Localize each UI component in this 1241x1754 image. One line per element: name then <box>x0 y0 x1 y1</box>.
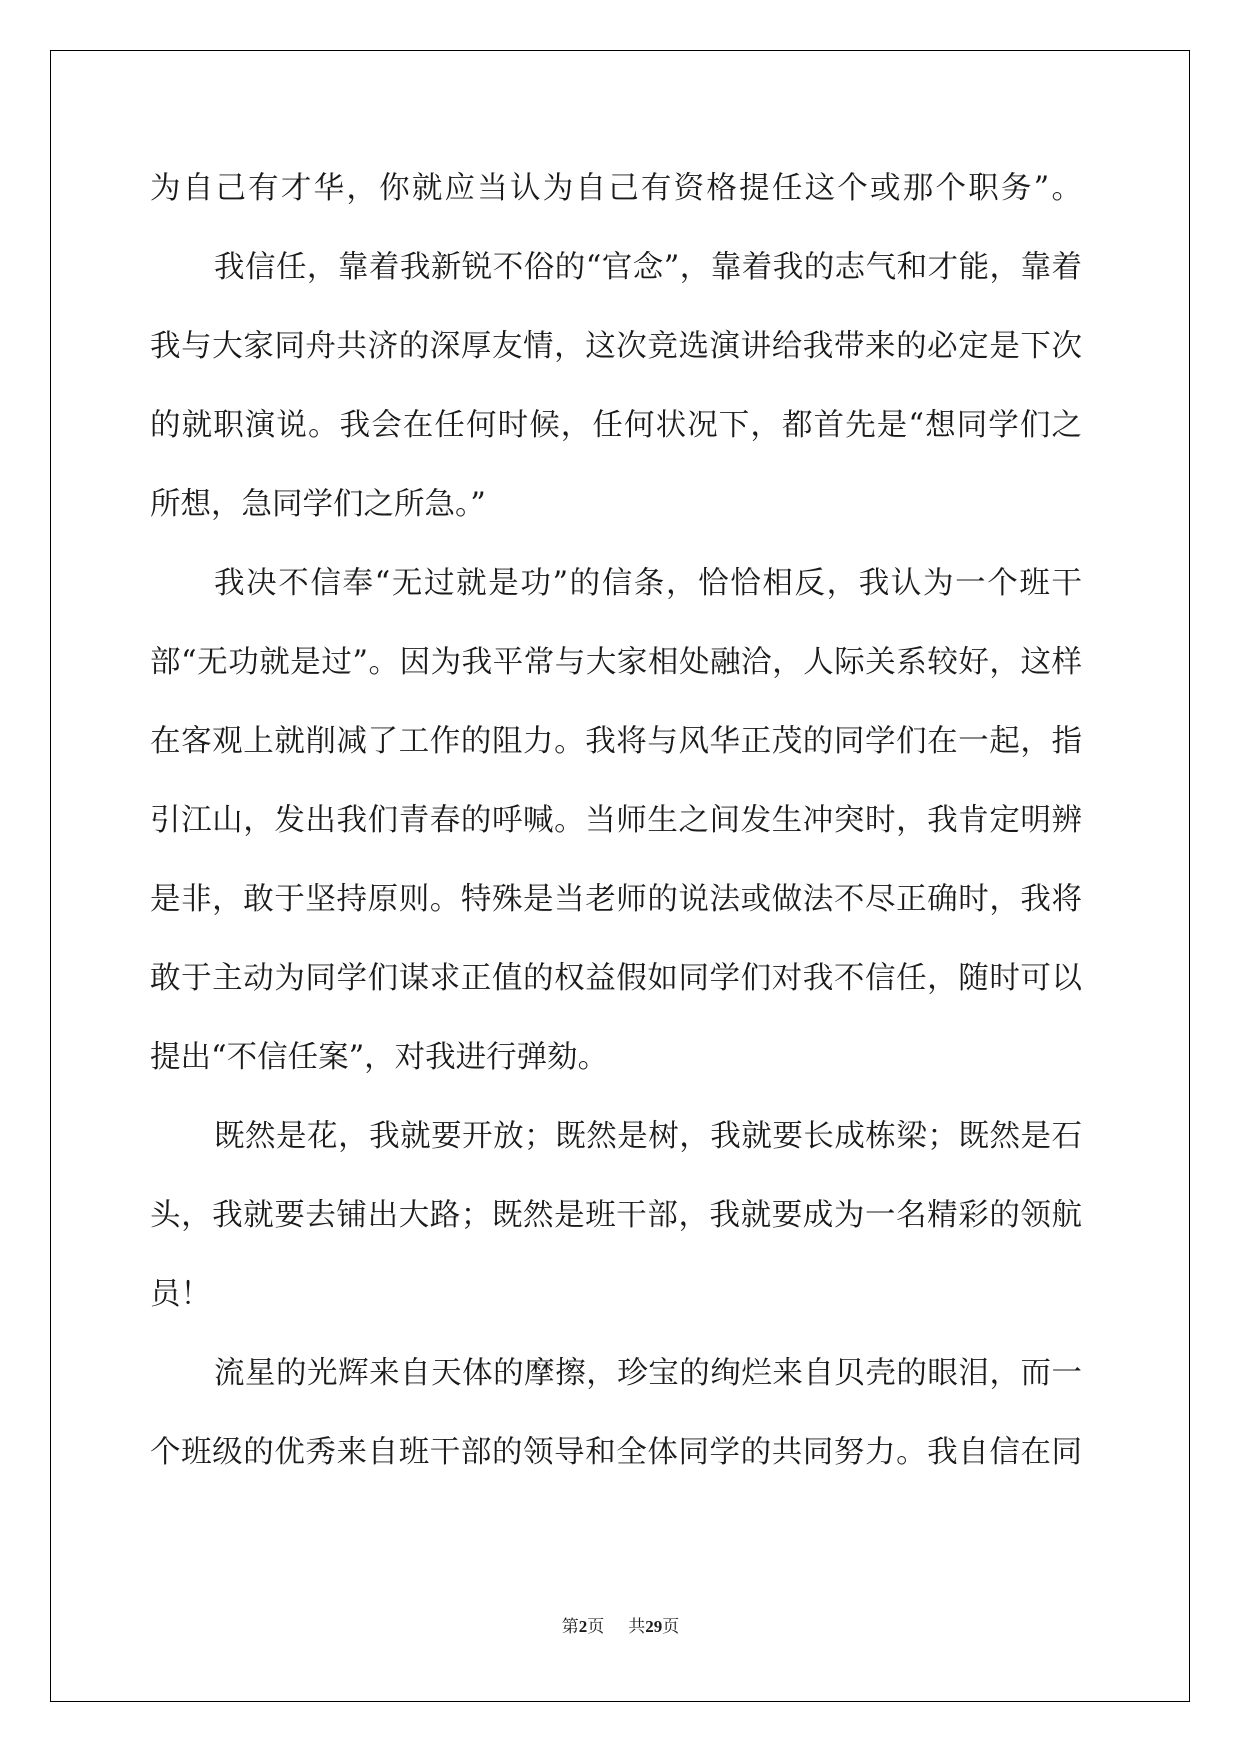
text-line: 个班级的优秀来自班干部的领导和全体同学的共同努力。我自信在同 <box>150 1435 1082 1470</box>
page-prefix: 第 <box>561 1617 579 1636</box>
paragraph-first-line: 我信任，靠着我新锐不俗的“官念”，靠着我的志气和才能，靠着 <box>214 250 1082 285</box>
text-line: 提出“不信任案”，对我进行弹劾。 <box>150 1040 609 1075</box>
paragraph-first-line: 流星的光辉来自天体的摩擦，珍宝的绚烂来自贝壳的眼泪，而一 <box>214 1356 1082 1391</box>
text-line: 敢于主动为同学们谋求正值的权益假如同学们对我不信任，随时可以 <box>150 961 1082 996</box>
total-suffix: 页 <box>662 1617 680 1636</box>
paragraph-first-line: 我决不信奉“无过就是功”的信条，恰恰相反，我认为一个班干 <box>214 566 1082 601</box>
text-line: 的就职演说。我会在任何时候，任何状况下，都首先是“想同学们之 <box>150 408 1082 443</box>
total-prefix: 共 <box>628 1617 646 1636</box>
text-line: 在客观上就削减了工作的阻力。我将与风华正茂的同学们在一起，指 <box>150 724 1082 759</box>
page-suffix: 页 <box>587 1617 605 1636</box>
paragraph-first-line: 既然是花，我就要开放；既然是树，我就要长成栋梁；既然是石 <box>214 1119 1082 1154</box>
text-line: 头，我就要去铺出大路；既然是班干部，我就要成为一名精彩的领航 <box>150 1198 1082 1233</box>
page-footer <box>0 1616 1241 1638</box>
text-line: 引江山，发出我们青春的呼喊。当师生之间发生冲突时，我肯定明辨 <box>150 803 1082 838</box>
text-line: 我与大家同舟共济的深厚友情，这次竞选演讲给我带来的必定是下次 <box>150 329 1082 364</box>
text-line: 员！ <box>150 1277 211 1312</box>
text-line: 是非，敢于坚持原则。特殊是当老师的说法或做法不尽正确时，我将 <box>150 882 1082 917</box>
text-line: 为自己有才华，你就应当认为自己有资格提任这个或那个职务”。 <box>150 171 1082 206</box>
page-number: 2 <box>578 1617 588 1636</box>
text-line: 部“无功就是过”。因为我平常与大家相处融洽，人际关系较好，这样 <box>150 645 1082 680</box>
total-pages: 29 <box>645 1617 663 1636</box>
text-line: 所想，急同学们之所急。” <box>150 487 486 522</box>
